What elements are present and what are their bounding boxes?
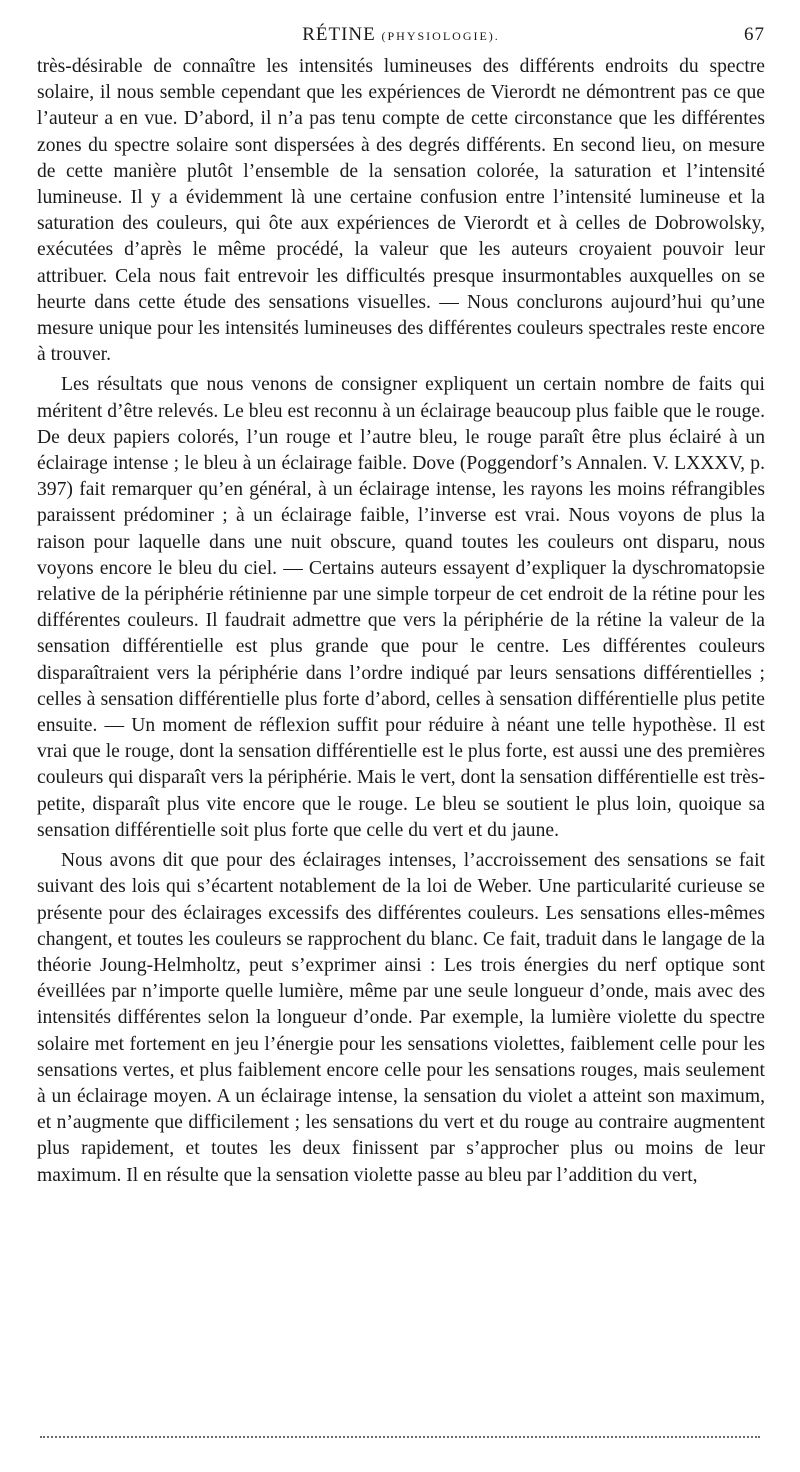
paragraph-1: très-désirable de connaître les intensités lumineuses des différents endroits du spectre solaire, il nous semble cependant que les expériences de Vierordt ne démontrent pas ce que l’auteur a en vue. D’abord, il n’a pas tenu compte de cette circonstance que les différentes zones du spectre solaire sont dispersées à des degrés différents. En second lieu, on mesure de cette manière plutôt l’ensemble de la sensation colorée, la saturation et l’intensité lumineuse. Il y a évidemment là une certaine confusion entre l’intensité lumineuse et la saturation des couleurs, qui ôte aux expériences de Vierordt et à celles de Dobrowolsky, exécutées d’après le même procédé, la valeur que les auteurs croyaient pouvoir leur attribuer. Cela nous fait entrevoir les difficultés presque insurmontables auxquelles on se heurte dans cette étude des sensations visuelles. — Nous conclurons aujourd’hui qu’une mesure unique pour les intensités lumineuses des différentes couleurs spectrales reste encore à trouver. xyxy=(37,56,765,366)
paragraph-3: Nous avons dit que pour des éclairages intenses, l’accroissement des sensations se fait suivant des lois qui s’écartent notablement de la loi de Weber. Une particularité curieuse se présente pour des éclairages excessifs des différentes couleurs. Les sensations elles-mêmes changent, et toutes les couleurs se rapprochent du blanc. Ce fait, traduit dans le langage de la théorie Joung-Helmholtz, peut s’exprimer ainsi : Les trois énergies du nerf optique sont éveillées par n’importe quelle lumière, même par une seule longueur d’onde, mais avec des intensités différentes selon la longueur d’onde. Par exemple, la lumière violette du spectre solaire met fortement en jeu l’énergie pour les sensations violettes, faiblement celle pour les sensations vertes, et plus faiblement encore celle pour les sensations rouges, mais seulement à un éclairage moyen. A un éclairage intense, la sensation du violet a atteint son maximum, et n’augmente que difficilement ; les sensations du vert et du rouge au contraire augmentent plus rapidement, et toutes les deux finissent par s’approcher plus ou moins de leur maximum. Il en résulte que la sensation violette passe au bleu par l’addition du vert, xyxy=(37,850,765,1186)
running-header xyxy=(37,20,765,54)
running-title xyxy=(37,24,765,46)
paragraph-2: Les résultats que nous venons de consigner expliquent un certain nombre de faits qui méritent d’être relevés. Le bleu est reconnu à un éclairage beaucoup plus faible que le rouge. De deux papiers colorés, l’un rouge et l’autre bleu, le rouge paraît être plus éclairé à un éclairage intense ; le bleu à un éclairage faible. Dove (Poggendorf’s Annalen. V. LXXXV, p. 397) fait remarquer qu’en général, à un éclairage intense, les rayons les moins réfrangibles paraissent prédominer ; à un éclairage faible, l’inverse est vrai. Nous voyons de plus la raison pour laquelle dans une nuit obscure, quand toutes les couleurs ont disparu, nous voyons encore le bleu du ciel. — Certains auteurs essayent d’expliquer la dyschromatopsie relative de la périphérie rétinienne par une simple torpeur de cet endroit de la rétine pour les différentes couleurs. Il faudrait admettre que vers la périphérie de la rétine la valeur de la sensation différentielle est plus grande que pour le centre. Les différentes couleurs disparaîtraient vers la périphérie dans l’ordre indiqué par leurs sensations différentielles ; celles à sensation différentielle plus forte d’abord, celles à sensation différentielle plus petite ensuite. — Un moment de réflexion suffit pour réduire à néant une telle hypothèse. Il est vrai que le rouge, dont la sensation différentielle est le plus forte, est aussi une des premières couleurs qui disparaît vers la périphérie. Mais le vert, dont la sensation différentielle est très-petite, disparaît plus vite encore que le rouge. Le bleu se soutient le plus loin, quoique sa sensation différentielle soit plus forte que celle du vert et du jaune. xyxy=(37,374,765,841)
running-title-sub: (PHYSIOLOGIE). xyxy=(381,29,500,43)
running-title-main: RÉTINE xyxy=(302,24,376,45)
footer-dotted-rule xyxy=(40,1436,760,1438)
body-text xyxy=(37,54,765,1189)
page-number: 67 xyxy=(744,24,765,45)
document-page xyxy=(37,20,765,1189)
